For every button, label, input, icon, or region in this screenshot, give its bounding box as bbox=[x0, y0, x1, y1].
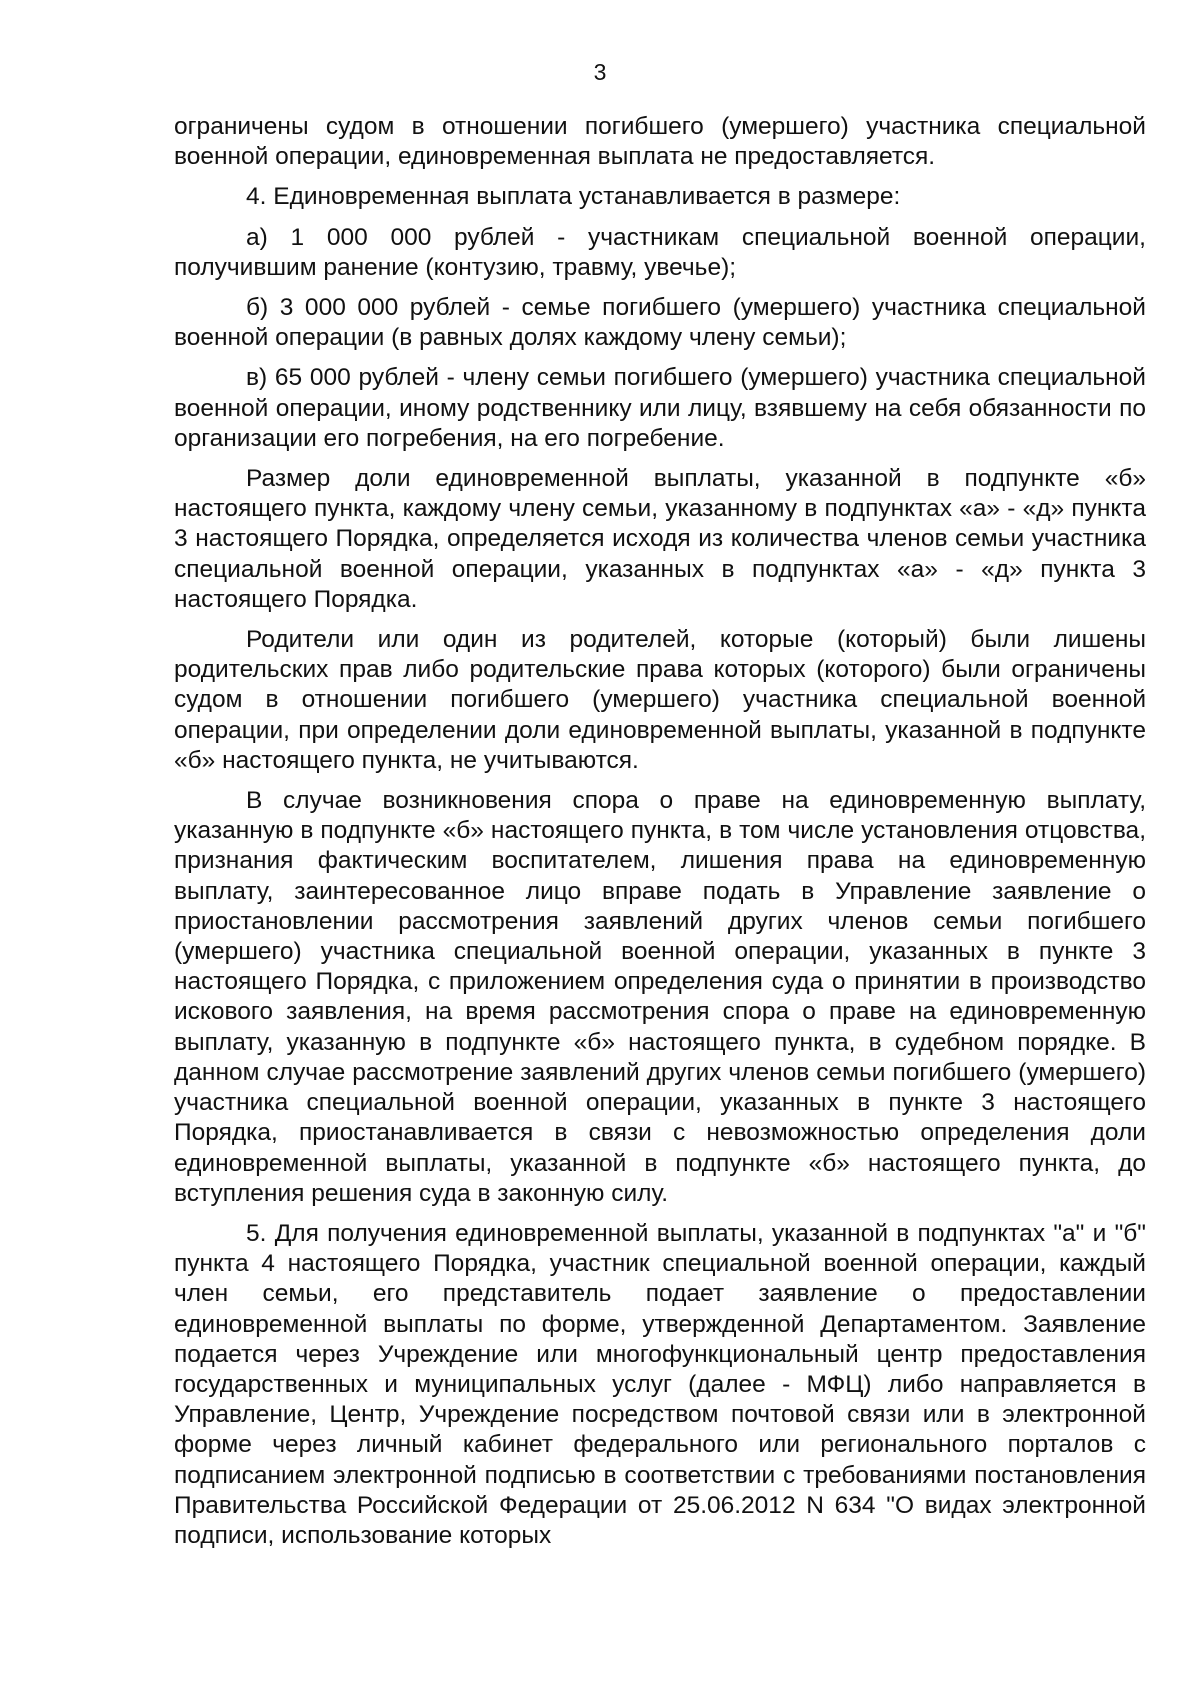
paragraph-clause-4: 4. Единовременная выплата устанавливается в размере: bbox=[246, 183, 901, 211]
paragraph-parents: Родители или один из родителей, которые (который) были лишены родительских прав либо родительские права которых (которого) были ограничены судом в отношении погибшего (умершего) участника специальной военной операции, при определении доли единовременной выплаты, указанной в подпункте «б» настоящего пункта, не учитываются. bbox=[174, 626, 1146, 774]
paragraph-share-size: Размер доли единовременной выплаты, указанной в подпункте «б» настоящего пункта, каждому члену семьи, указанному в подпунктах «а» - «д» пункта 3 настоящего Порядка, определяется исходя из количества членов семьи участника специальной военной операции, указанных в подпунктах «а» - «д» пункта 3 настоящего Порядка. bbox=[174, 465, 1146, 613]
paragraph-dispute: В случае возникновения спора о праве на единовременную выплату, указанную в подпункте «б» настоящего пункта, в том числе установления отцовства, признания фактическим воспитателем, лишения права на единовременную выплату, заинтересованное лицо вправе подать в Управление заявление о приостановлении рассмотрения заявлений других членов семьи погибшего (умершего) участника специальной военной операции, указанных в пункте 3 настоящего Порядка, с приложением определения суда о принятии в производство искового заявления, на время рассмотрения спора о праве на единовременную выплату, указанную в подпункте «б» настоящего пункта, в судебном порядке. В данном случае рассмотрение заявлений других членов семьи погибшего (умершего) участника специальной военной операции, указанных в пункте 3 настоящего Порядка, приостанавливается в связи с невозможностью определения доли единовременной выплаты, указанной в подпункте «б» настоящего пункта, до вступления решения суда в законную силу. bbox=[174, 787, 1146, 1207]
document-body bbox=[174, 112, 1146, 1551]
paragraph-subclause-a: а) 1 000 000 рублей - участникам специальной военной операции, получившим ранение (контузию, травму, увечье); bbox=[174, 223, 1146, 281]
paragraph-continuation: ограничены судом в отношении погибшего (умершего) участника специальной военной операции, единовременная выплата не предоставляется. bbox=[174, 113, 1146, 171]
page-number: 3 bbox=[593, 59, 607, 85]
paragraph-subclause-b: б) 3 000 000 рублей - семье погибшего (умершего) участника специальной военной операции (в равных долях каждому члену семьи); bbox=[174, 294, 1146, 352]
paragraph-clause-5: 5. Для получения единовременной выплаты, указанной в подпунктах "а" и "б" пункта 4 настоящего Порядка, участник специальной военной операции, каждый член семьи, его представитель подает заявление о предоставлении единовременной выплаты по форме, утвержденной Департаментом. Заявление подается через Учреждение или многофункциональный центр предоставления государственных и муниципальных услуг (далее - МФЦ) либо направляется в Управление, Центр, Учреждение посредством почтовой связи или в электронной форме через личный кабинет федерального или регионального порталов с подписанием электронной подписью в соответствии с требованиями постановления Правительства Российской Федерации от 25.06.2012 N 634 "О видах электронной подписи, использование которых bbox=[174, 1219, 1146, 1549]
paragraph-subclause-v: в) 65 000 рублей - члену семьи погибшего (умершего) участника специальной военной операции, иному родственнику или лицу, взявшему на себя обязанности по организации его погребения, на его погребение. bbox=[174, 364, 1146, 452]
